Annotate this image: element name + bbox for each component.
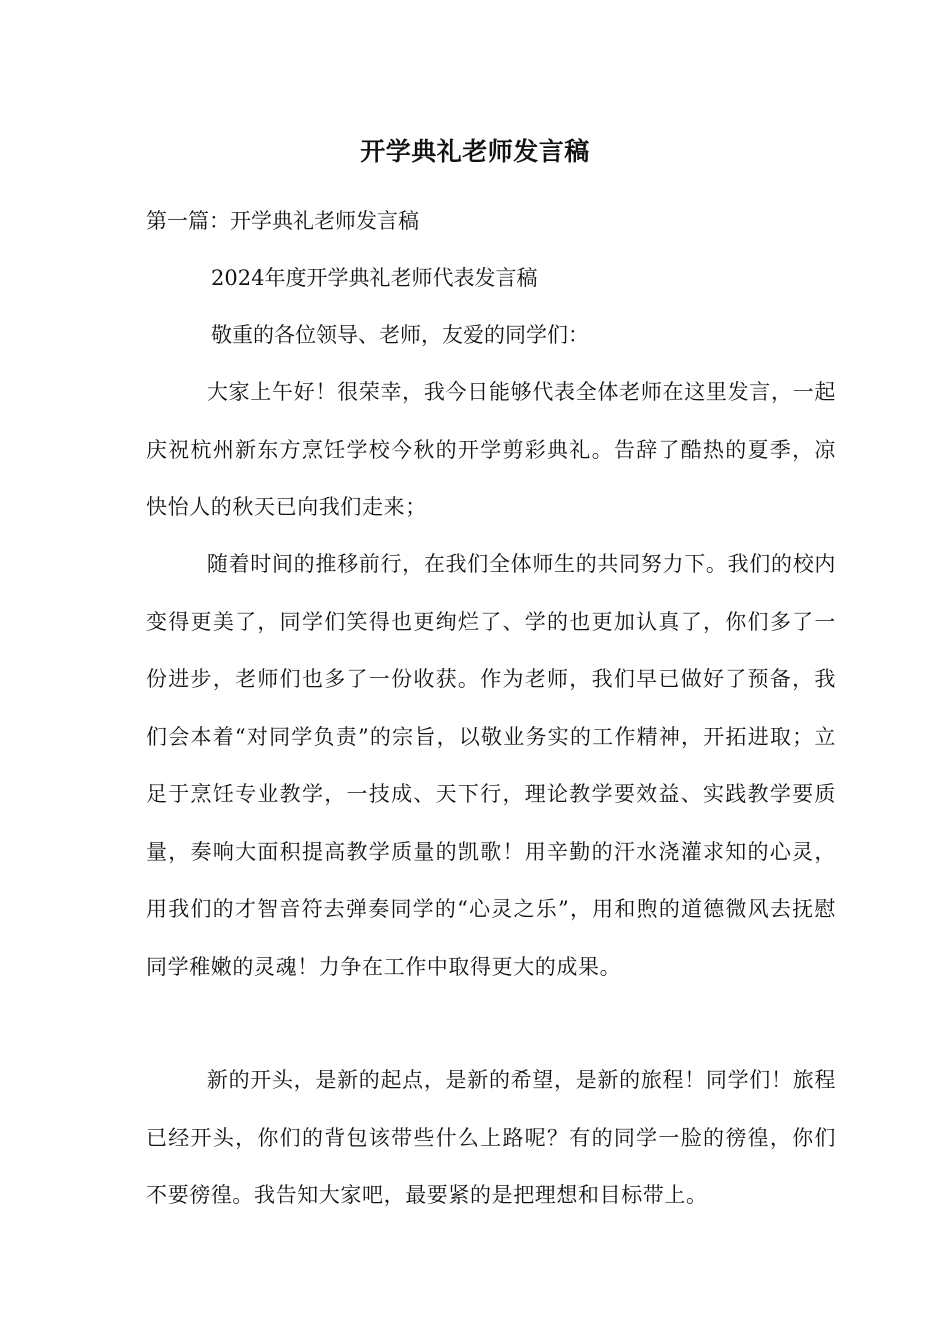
body-paragraph: 大家上午好！很荣幸，我今日能够代表全体老师在这里发言，一起庆祝杭州新东方烹饪学校今秋的开学剪彩典礼。告辞了酷热的夏季，凉快怡人的秋天已向我们走来； — [146, 380, 836, 519]
speech-greeting: 敬重的各位领导、老师，友爱的同学们： — [211, 323, 589, 347]
section-heading: 第一篇：开学典礼老师发言稿 — [146, 209, 419, 233]
body-paragraph: 新的开头，是新的起点，是新的希望，是新的旅程！同学们！旅程已经开头，你们的背包该带些什么上路呢？有的同学一脸的徬徨，你们不要徬徨。我告知大家吧，最要紧的是把理想和目标带上。 — [146, 1068, 836, 1207]
document-title: 开学典礼老师发言稿 — [360, 137, 590, 166]
speech-subtitle: 2024年度开学典礼老师代表发言稿 — [211, 266, 538, 290]
body-paragraph: 随着时间的推移前行，在我们全体师生的共同努力下。我们的校内变得更美了，同学们笑得也更绚烂了、学的也更加认真了，你们多了一份进步，老师们也多了一份收获。作为老师，我们早已做好了预备，我们会本着“对同学负责”的宗旨，以敬业务实的工作精神，开拓进取；立足于烹饪专业教学，一技成、天下行，理论教学要效益、实践教学要质量，奏响大面积提高教学质量的凯歌！用辛勤的汗水浇灌求知的心灵，用我们的才智音符去弹奏同学的“心灵之乐”，用和煦的道德微风去抚慰同学稚嫩的灵魂！力争在工作中取得更大的成果。 — [146, 552, 836, 979]
